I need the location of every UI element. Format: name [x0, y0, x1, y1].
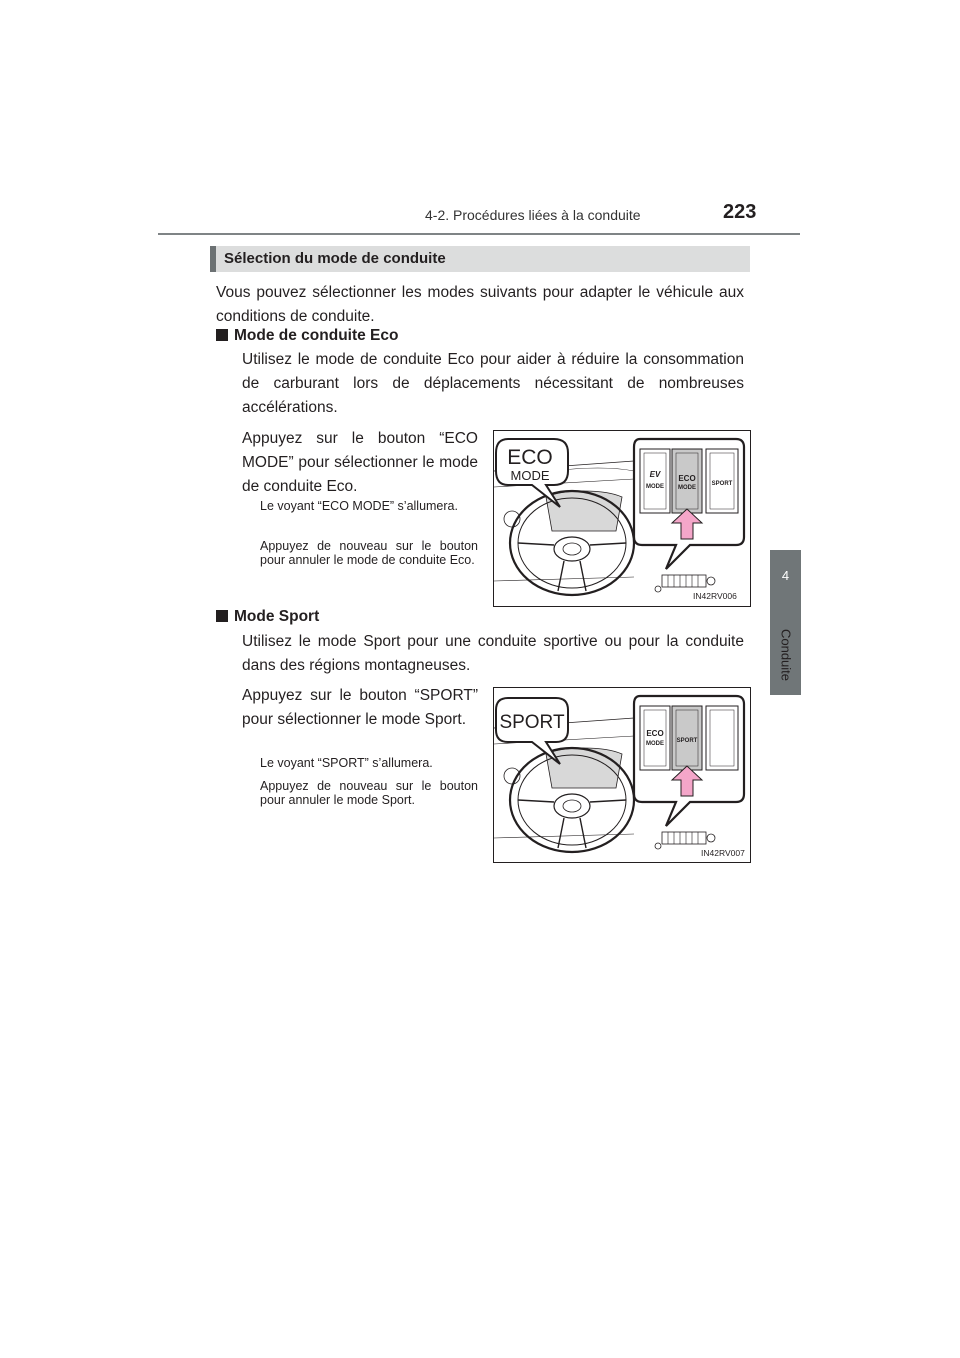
- section-title: Sélection du mode de conduite: [224, 250, 446, 267]
- sport-figure-code: IN42RV007: [701, 848, 745, 858]
- sport-button-label: SPORT: [711, 481, 733, 487]
- page-number: 223: [723, 201, 757, 223]
- eco-heading-text: Mode de conduite Eco: [234, 327, 399, 344]
- eco-bubble-line2: MODE: [510, 468, 550, 483]
- square-bullet-icon: [216, 610, 228, 622]
- intro-paragraph: Vous pouvez sélectionner les modes suivants pour adapter le véhicule aux conditions de conduite.: [216, 284, 744, 325]
- eco-description: Utilisez le mode de conduite Eco pour aider à réduire la consommation de carburant lors de déplacements nécessitant de nombreuses accélérations.: [242, 351, 744, 416]
- eco-bubble-line1: ECO: [507, 446, 553, 469]
- sport-heading-text: Mode Sport: [234, 608, 320, 625]
- chapter-label: [770, 620, 801, 690]
- ev-button-top: EV: [649, 470, 661, 479]
- eco-button-top: ECO: [678, 474, 696, 483]
- square-bullet-icon: [216, 329, 228, 341]
- sport-bubble-text: SPORT: [499, 712, 565, 733]
- sport-note-2: Appuyez de nouveau sur le bouton pour annuler le mode Sport.: [260, 779, 478, 807]
- sport-dashboard-illustration: [494, 688, 750, 862]
- sport-fig-sport-button: SPORT: [676, 738, 698, 744]
- eco-heading: [216, 327, 398, 345]
- sport-fig-eco-top: ECO: [646, 729, 664, 738]
- header-rule: [158, 233, 800, 235]
- sport-mode-figure: [493, 687, 751, 863]
- sport-description: Utilisez le mode Sport pour une conduite sportive ou pour la conduite dans des régions montagneuses.: [242, 633, 744, 674]
- eco-instruction: Appuyez sur le bouton “ECO MODE” pour sélectionner le mode de conduite Eco.: [242, 430, 478, 495]
- eco-note-1: Le voyant “ECO MODE” s’allumera.: [260, 499, 458, 513]
- eco-button-bottom: MODE: [678, 485, 696, 491]
- header-section-title: 4-2. Procédures liées à la conduite: [425, 207, 641, 223]
- sport-instruction: Appuyez sur le bouton “SPORT” pour sélectionner le mode Sport.: [242, 687, 478, 728]
- section-header-bar: [210, 246, 750, 272]
- eco-figure-code: IN42RV006: [693, 591, 737, 601]
- sport-note-1: Le voyant “SPORT” s’allumera.: [260, 756, 433, 770]
- chapter-label-text: Conduite: [778, 628, 793, 682]
- eco-mode-figure: [493, 430, 751, 607]
- eco-dashboard-illustration: [494, 431, 750, 606]
- ev-button-bottom: MODE: [646, 484, 664, 490]
- sport-fig-eco-bottom: MODE: [646, 741, 664, 747]
- sport-heading: [216, 608, 319, 626]
- eco-note-2: Appuyez de nouveau sur le bouton pour annuler le mode de conduite Eco.: [260, 539, 478, 567]
- section-header-accent: [210, 246, 216, 272]
- chapter-tab-number: 4: [781, 568, 790, 583]
